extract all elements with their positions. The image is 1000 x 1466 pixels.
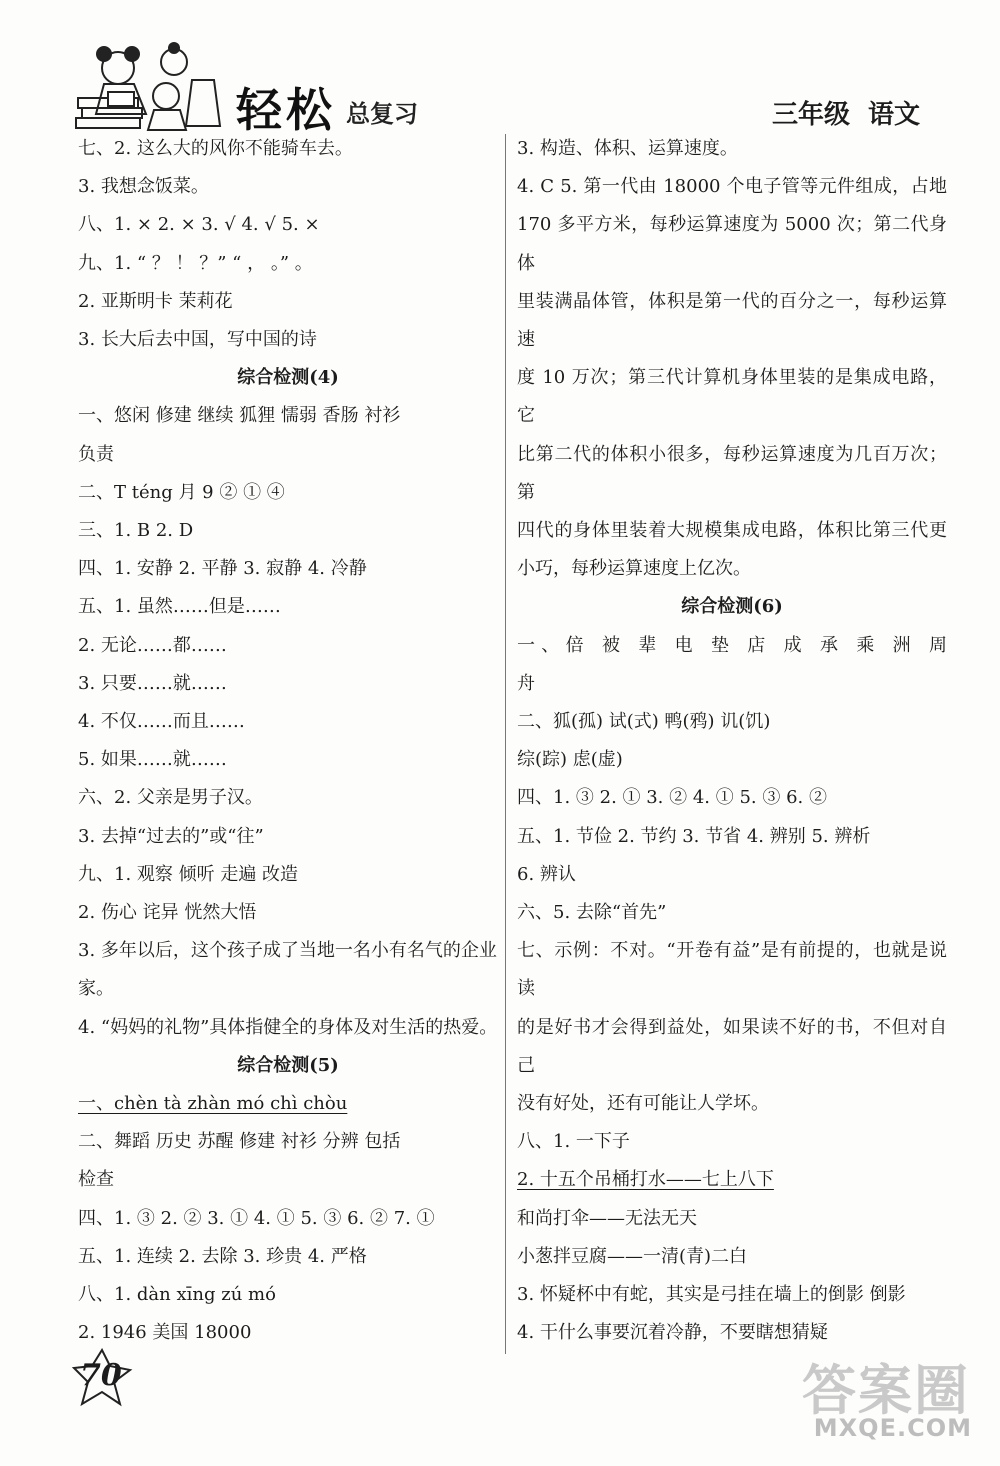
answer-line	[517, 1276, 947, 1314]
answer-line	[78, 550, 498, 588]
answer-text: 九、1. 观察 倾听 走遍 改造	[78, 863, 299, 885]
answer-line	[78, 206, 498, 244]
answer-text: 四、1. ③ 2. ② 3. ① 4. ① 5. ③ 6. ② 7. ①	[78, 1207, 435, 1229]
answer-text: 170 多平方米，每秒运算速度为 5000 次；第二代身体	[517, 214, 947, 274]
section-heading	[517, 588, 947, 626]
answer-text: 七、示例：不对。“开卷有益”是有前提的，也就是说读	[517, 940, 947, 1000]
answer-text: 六、2. 父亲是男子汉。	[78, 787, 263, 809]
answer-line	[78, 321, 498, 359]
answer-text: 2. 十五个吊桶打水——七上八下	[517, 1169, 774, 1191]
answer-line	[78, 970, 498, 1008]
answer-line	[78, 665, 498, 703]
answer-line	[78, 1161, 498, 1199]
answer-line	[517, 1085, 947, 1123]
answer-line	[78, 818, 498, 856]
answer-line	[517, 550, 947, 588]
section-heading	[78, 1047, 498, 1085]
answer-text: 舟	[517, 672, 535, 694]
answer-text: 检查	[78, 1169, 114, 1191]
answer-text: 三、1. B 2. D	[78, 520, 194, 542]
watermark-url: MXQE.COM	[813, 1414, 972, 1442]
answer-text: 二、舞蹈 历史 苏醒 修建 衬衫 分辨 包括	[78, 1131, 401, 1153]
answer-line	[78, 1276, 498, 1314]
answer-text: 3. 长大后去中国，写中国的诗	[78, 329, 317, 351]
answer-line	[517, 741, 947, 779]
grade-label: 三年级	[771, 100, 850, 130]
answer-text: 四、1. ③ 2. ① 3. ② 4. ① 5. ③ 6. ②	[517, 787, 827, 809]
answer-line	[517, 1009, 947, 1085]
answer-line	[78, 283, 498, 321]
answer-text: 五、1. 虽然……但是……	[78, 596, 281, 618]
answer-line	[517, 1238, 947, 1276]
answer-text: 四、1. 安静 2. 平静 3. 寂静 4. 冷静	[78, 558, 367, 580]
answer-text: 2. 无论……都……	[78, 634, 227, 656]
answer-text: 4. “妈妈的礼物”具体指健全的身体及对生活的热爱。	[78, 1016, 498, 1038]
answer-line	[78, 1314, 498, 1352]
answer-line	[78, 245, 498, 283]
answer-line	[78, 397, 498, 435]
answer-text: 一、悠闲 修建 继续 狐狸 懦弱 香肠 衬衫	[78, 405, 401, 427]
left-column	[78, 130, 498, 1353]
subject-label: 语文	[867, 100, 920, 130]
watermark-logo-text: 答案圈	[802, 1359, 970, 1422]
answer-text: 五、1. 连续 2. 去除 3. 珍贵 4. 严格	[78, 1245, 367, 1267]
section-heading	[78, 359, 498, 397]
answer-text: 八、1. dàn xīng zú mó	[78, 1284, 276, 1306]
answer-text: 3. 构造、体积、运算速度。	[517, 138, 738, 159]
answer-text: 里装满晶体管，体积是第一代的百分之一，每秒运算速	[517, 290, 947, 351]
answer-text: 3. 多年以后，这个孩子成了当地一名小有名气的企业	[78, 940, 497, 962]
answer-line	[517, 1123, 947, 1161]
answer-text: 八、1. × 2. × 3. √ 4. √ 5. ×	[78, 214, 320, 236]
answer-line	[517, 283, 947, 359]
answer-text: 3. 怀疑杯中有蛇，其实是弓挂在墙上的倒影 倒影	[517, 1284, 906, 1306]
answer-line	[78, 1238, 498, 1276]
answer-line	[517, 1161, 947, 1199]
answer-text: 综合检测(5)	[237, 1054, 339, 1076]
answer-line	[517, 894, 947, 932]
answer-text: 和尚打伞——无法无天	[517, 1207, 697, 1229]
answer-line	[78, 1085, 498, 1123]
brand-title: 轻松	[236, 83, 336, 137]
answer-line	[78, 1123, 498, 1161]
answer-line	[78, 168, 498, 206]
answer-text: 度 10 万次；第三代计算机身体里装的是集成电路，它	[517, 367, 947, 427]
answer-line	[78, 741, 498, 779]
answer-text: 5. 如果……就……	[78, 749, 227, 771]
answer-text: 6. 辨认	[517, 863, 576, 885]
answer-text: 的是好书才会得到益处，如果读不好的书，不但对自己	[517, 1016, 947, 1076]
answer-line	[517, 627, 947, 665]
answer-text: 3. 只要……就……	[78, 672, 227, 694]
answer-line	[517, 703, 947, 741]
answer-text: 没有好处，还有可能让人学坏。	[517, 1093, 769, 1115]
answer-line	[517, 436, 947, 512]
answer-line	[78, 130, 498, 168]
answer-line	[517, 130, 947, 168]
answer-text: 一、chèn tà zhàn mó chì chòu	[78, 1093, 348, 1115]
answer-text: 4. 干什么事要沉着冷静，不要瞎想猜疑	[517, 1322, 828, 1344]
page-number-badge	[68, 1348, 138, 1408]
answer-text: 一、倍 被 辈 电 垫 店 成 承 乘 洲 周	[517, 634, 947, 656]
answer-line	[78, 474, 498, 512]
answer-text: 小巧，每秒运算速度上亿次。	[517, 558, 751, 580]
answer-line	[78, 779, 498, 817]
answer-text: 综合检测(4)	[237, 367, 339, 389]
answer-text: 八、1. 一下子	[517, 1131, 630, 1153]
answer-line	[78, 856, 498, 894]
answer-text: 2. 伤心 诧异 恍然大悟	[78, 902, 257, 924]
answer-line	[517, 779, 947, 817]
answer-line	[517, 932, 947, 1008]
answer-text: 4. 不仅……而且……	[78, 711, 245, 733]
answer-line	[517, 665, 947, 703]
answer-text: 3. 我想念饭菜。	[78, 176, 209, 198]
answer-line	[517, 1314, 947, 1352]
answer-line	[78, 1009, 498, 1047]
answer-line	[78, 932, 498, 970]
answer-text: 五、1. 节俭 2. 节约 3. 节省 4. 辨别 5. 辨析	[517, 825, 871, 847]
answer-line	[517, 856, 947, 894]
answer-text: 六、5. 去除“首先”	[517, 902, 667, 924]
answer-text: 二、T téng 月 9 ② ① ④	[78, 481, 285, 503]
answer-line	[78, 588, 498, 626]
column-divider	[505, 134, 506, 1354]
answer-text: 七、2. 这么大的风你不能骑车去。	[78, 138, 353, 159]
answer-text: 综(踪) 虑(虚)	[517, 749, 623, 771]
answer-line	[78, 1200, 498, 1238]
answer-line	[78, 703, 498, 741]
answer-line	[78, 627, 498, 665]
answer-line	[78, 512, 498, 550]
answer-text: 3. 去掉“过去的”或“往”	[78, 825, 264, 847]
answer-line	[517, 359, 947, 435]
page-header	[60, 30, 950, 137]
answer-text: 2. 1946 美国 18000	[78, 1322, 252, 1344]
answer-text: 2. 亚斯明卡 茉莉花	[78, 290, 233, 312]
page-number: 70	[80, 1358, 122, 1393]
answer-text: 比第二代的体积小很多，每秒运算速度为几百万次；第	[517, 443, 947, 503]
answer-text: 九、1. “ ？ ！ ？” “ ， 。” 。	[78, 252, 313, 274]
answer-text: 二、狐(孤) 试(式) 鸭(鸦) 讥(饥)	[517, 711, 771, 733]
answer-line	[517, 206, 947, 282]
answer-line	[517, 512, 947, 550]
answer-line	[78, 436, 498, 474]
answer-text: 四代的身体里装着大规模集成电路，体积比第三代更	[517, 520, 947, 542]
right-column	[517, 130, 947, 1353]
answer-text: 4. C 5. 第一代由 18000 个电子管等元件组成，占地	[517, 176, 947, 198]
brand-subtitle: 总复习	[346, 100, 418, 128]
answer-text: 小葱拌豆腐——一清(青)二白	[517, 1245, 748, 1267]
answer-line	[517, 818, 947, 856]
answer-text: 家。	[78, 978, 114, 1000]
reading-children-illustration	[74, 40, 224, 132]
answer-line	[78, 894, 498, 932]
answer-line	[517, 1200, 947, 1238]
answer-text: 综合检测(6)	[681, 596, 783, 618]
answer-text: 负责	[78, 443, 114, 465]
answer-line	[517, 168, 947, 206]
watermark	[720, 1348, 980, 1448]
